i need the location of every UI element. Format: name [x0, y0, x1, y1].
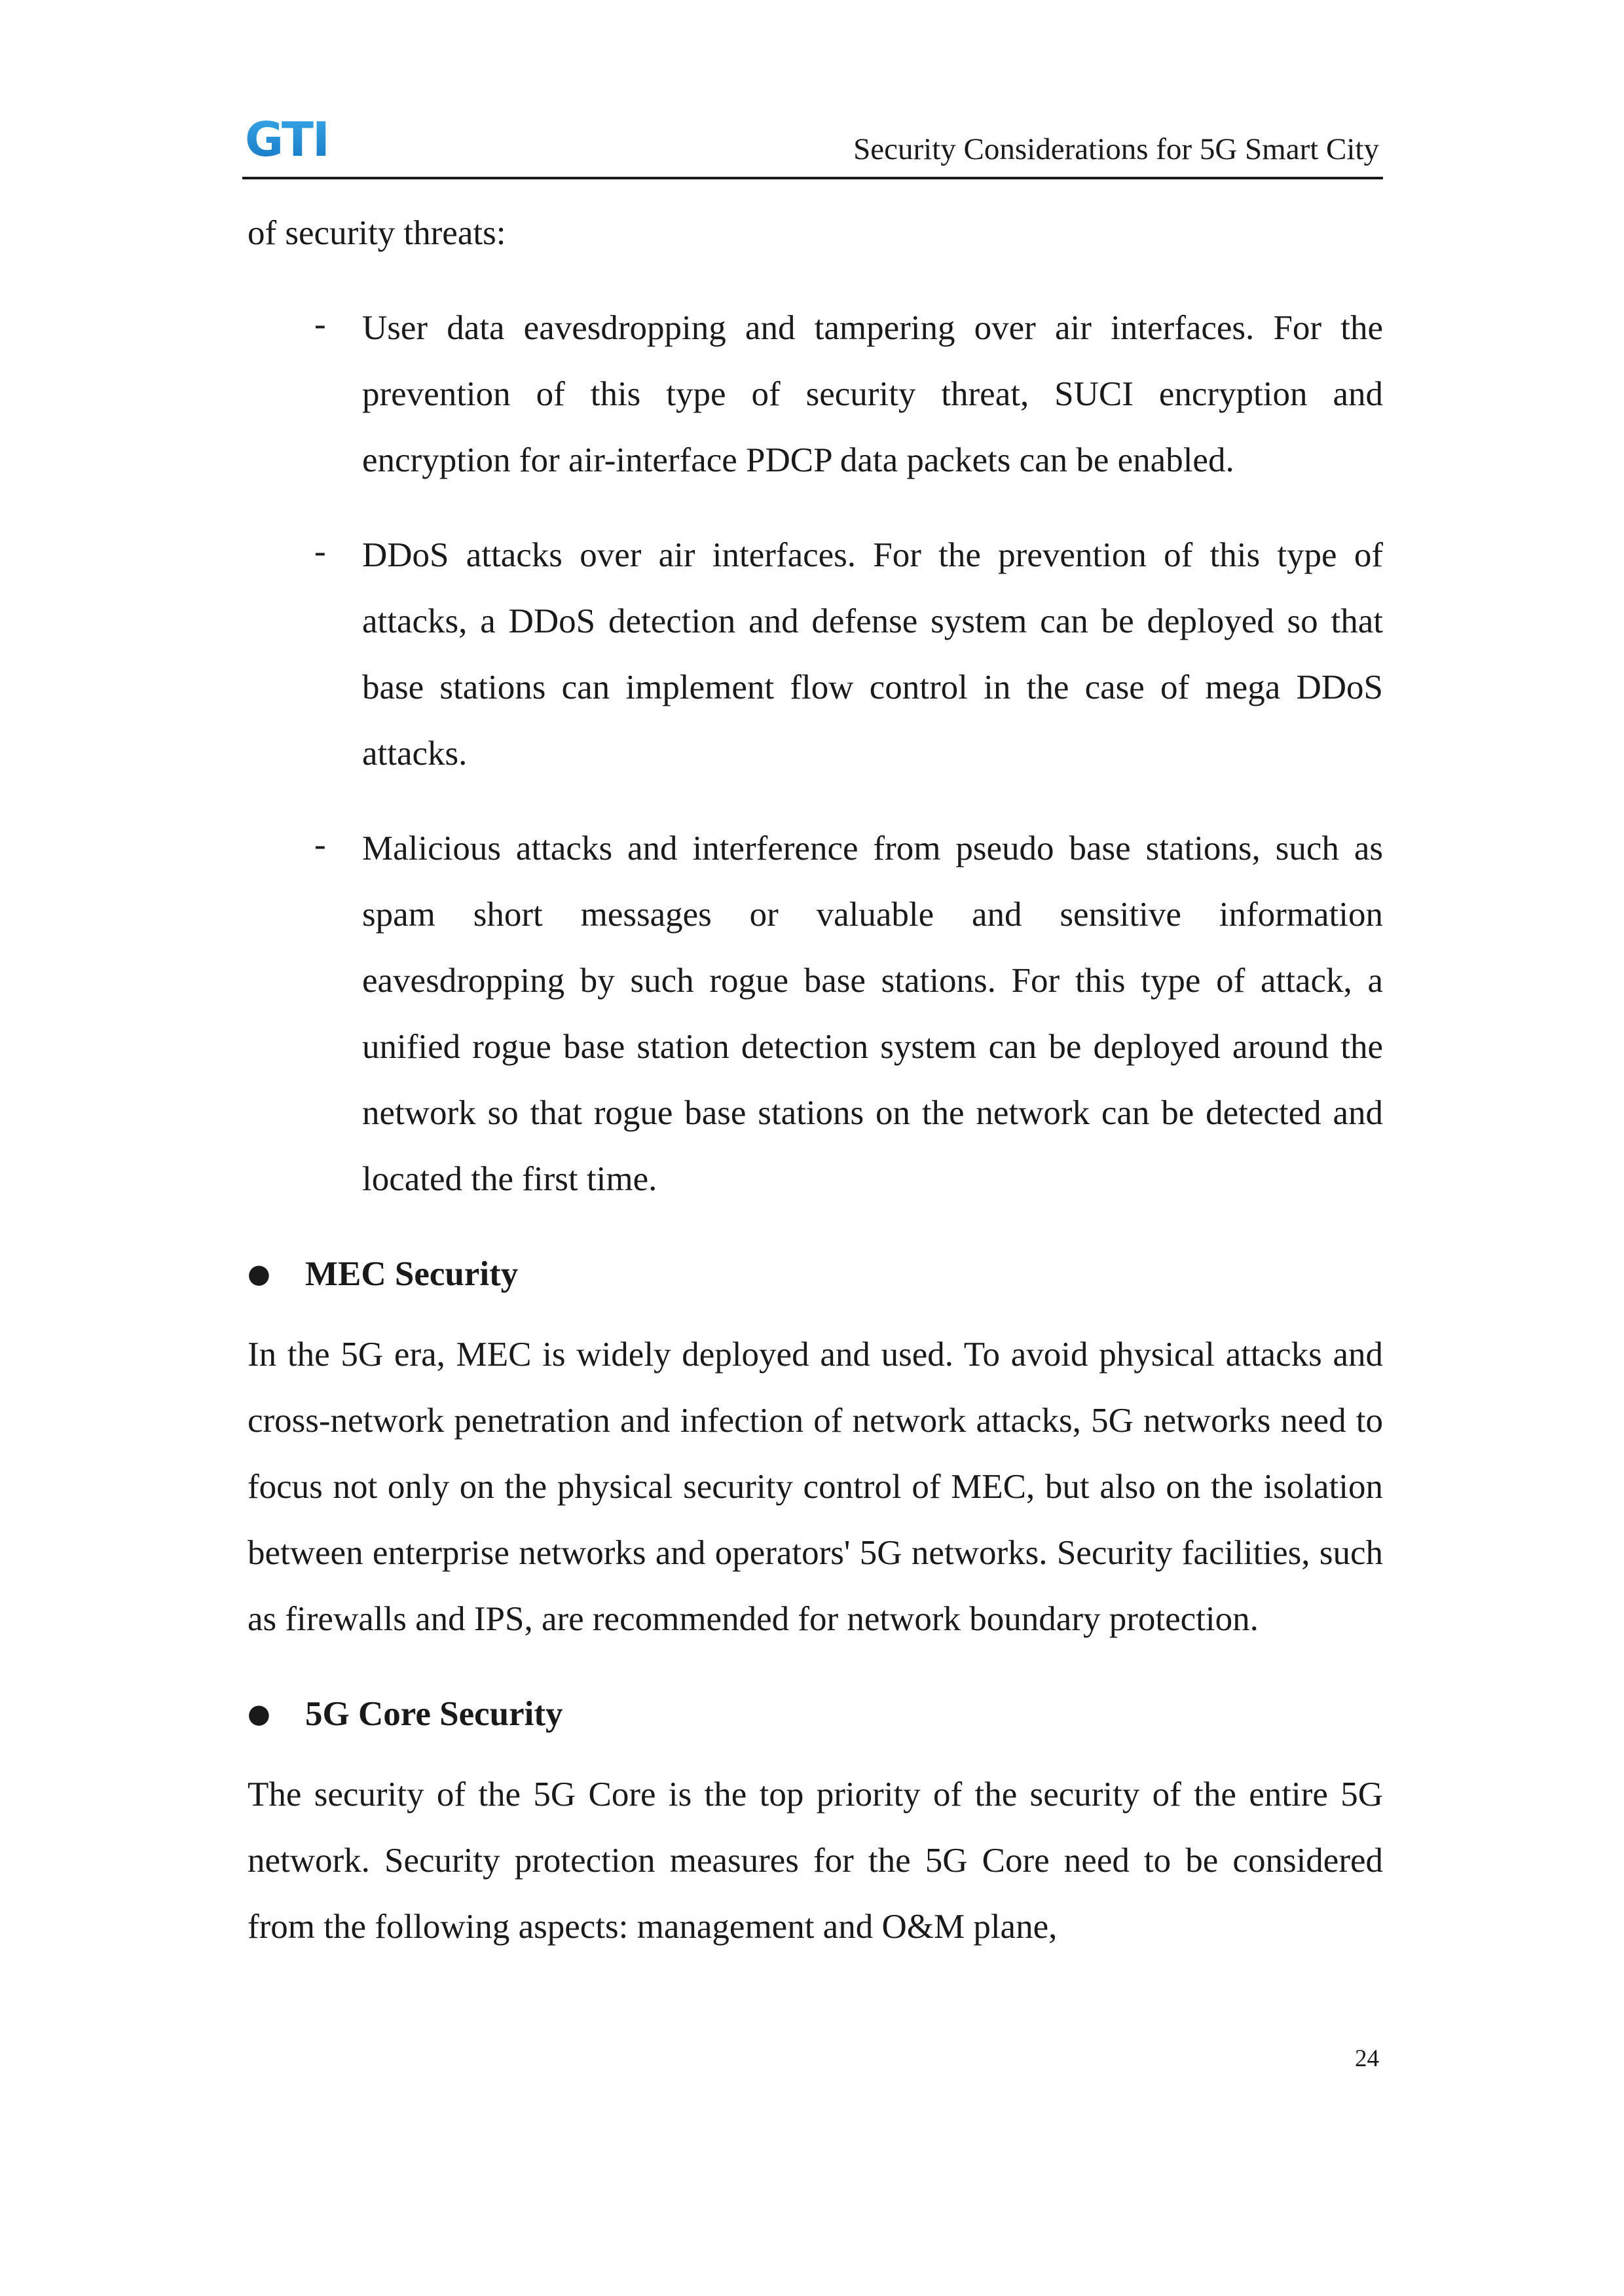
running-header-title: Security Considerations for 5G Smart City — [853, 132, 1379, 166]
page-number: 24 — [1355, 2045, 1379, 2072]
threat-item — [248, 816, 1383, 1212]
dash-marker: - — [314, 532, 326, 570]
threat-text: Malicious attacks and interference from pseudo base stations, such as spam short messages or valuable and sensitive information eavesdropping by such rogue base stations. For this type of attack, a unified rogue base station detection system can be deployed around the network so that rogue base stations on the network can be detected and located the first time. — [362, 829, 1383, 1198]
bullet-marker: ● — [248, 1259, 270, 1289]
threat-text: DDoS attacks over air interfaces. For the prevention of this type of attacks, a DDoS detection and defense system can be deployed so that base stations can implement flow control in the case of mega DDoS attacks. — [362, 536, 1383, 773]
section-heading-mec-security — [248, 1241, 1383, 1307]
threat-text: User data eavesdropping and tampering over air interfaces. For the prevention of this type of security threat, SUCI encryption and encryption for air-interface PDCP data packets can be enabled. — [362, 309, 1383, 479]
bullet-marker: ● — [248, 1699, 270, 1729]
gti-logo-image — [245, 117, 347, 160]
section-heading-text: MEC Security — [305, 1255, 519, 1293]
section-paragraph-mec: In the 5G era, MEC is widely deployed and used. To avoid physical attacks and cross-network penetration and infection of network attacks, 5G networks need to focus not only on the physical security control of MEC, but also on the isolation between enterprise networks and operators' 5G networks. Security facilities, such as firewalls and IPS, are recommended for network boundary protection. — [248, 1336, 1383, 1638]
dash-marker: - — [314, 826, 326, 864]
section-heading-text: 5G Core Security — [305, 1695, 563, 1733]
header-divider — [242, 177, 1383, 179]
intro-line: of security threats: — [248, 214, 506, 252]
dash-marker: - — [314, 305, 326, 343]
gti-logo — [245, 117, 347, 160]
threat-item — [248, 295, 1383, 494]
svg-text:GTI: GTI — [245, 117, 329, 160]
section-paragraph-5g-core: The security of the 5G Core is the top priority of the security of the entire 5G network. Security protection measures for the 5G Core need to be considered from the following aspects: management and O&M plane, — [248, 1776, 1383, 1946]
threat-item — [248, 522, 1383, 787]
section-heading-5g-core-security — [248, 1681, 1383, 1747]
page-body — [248, 200, 1383, 1960]
